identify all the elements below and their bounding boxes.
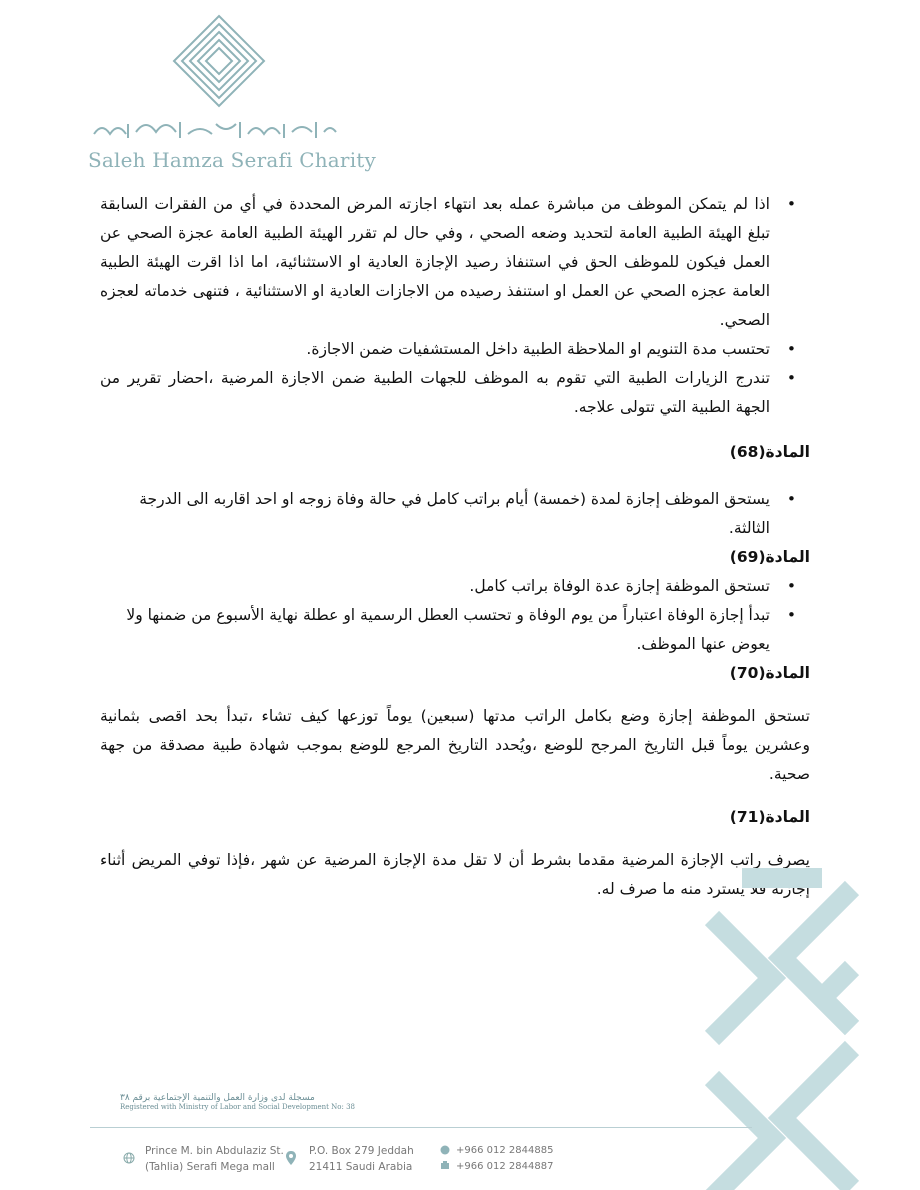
- pobox-line-2: 21411 Saudi Arabia: [309, 1161, 413, 1173]
- paragraph-hospitalization: • تحتسب مدة التنويم او الملاحظة الطبية داخل المستشفيات ضمن الاجازة.: [100, 335, 810, 364]
- phone-icon: [440, 1145, 450, 1155]
- footer-registration: [120, 1093, 355, 1111]
- logo-emblem-icon: [88, 0, 338, 149]
- address-line-1: Prince M. bin Abdulaziz St.: [145, 1145, 284, 1157]
- article-70-text: تستحق الموظفة إجازة وضع بكامل الراتب مدتها (سبعين) يوماً توزعها كيف تشاء ،تبدأ بحد اقصى بثمانية وعشرين يوماً قبل التاريخ المرجح للوضع ،ويُحدد التاريخ المرجع للوضع بموجب شهادة طبية مصدقة من جهة صحية.: [100, 707, 810, 783]
- article-69-heading: المادة(69): [729, 548, 810, 566]
- location-pin-icon: [285, 1150, 297, 1166]
- footer-phones: [456, 1143, 553, 1175]
- document-body: [100, 190, 810, 904]
- fax-number: +966 012 2844887: [456, 1161, 554, 1172]
- fax-icon: [440, 1160, 450, 1170]
- paragraph-medical-board: • اذا لم يتمكن الموظف من مباشرة عمله بعد انتهاء اجازته المرض المحددة في أي من الفقرات السابقة تبلغ الهيئة الطبية العامة لتحديد وضعه الصحي ، وفي حال لم تقرر الهيئة الطبية العامة عجزة الصحي عن العمل فيكون للموظف الحق في استنفاذ رصيد الإجازة العادية او الاستثنائية، اما اذا اقرت الهيئة الطبية العامة عجزه الصحي عن العمل او استنفذ رصيده من الاجازات العادية او الاستثنائية ، فتنهى خدماته لعجزه الصحي.: [100, 190, 810, 335]
- address-line-2: (Tahlia) Serafi Mega mall: [145, 1161, 275, 1173]
- footer-address: [145, 1143, 284, 1175]
- pobox-line-1: P.O. Box 279 Jeddah: [309, 1145, 414, 1157]
- geometric-decoration-icon: [712, 878, 852, 1190]
- logo-name-en: Saleh Hamza Serafi Charity: [88, 148, 377, 172]
- paragraph-medical-visits: • تندرج الزيارات الطبية التي تقوم به الموظف للجهات الطبية ضمن الاجازة المرضية ،احضار تقرير من الجهة الطبية التي تتولى علاجه.: [100, 364, 810, 422]
- article-70-heading: المادة(70): [729, 664, 810, 682]
- article-68-item: • يستحق الموظف إجازة لمدة (خمسة) أيام براتب كامل في حالة وفاة زوجه او احد اقاربه الى الدرجة الثالثة.: [100, 485, 810, 543]
- footer-divider: [90, 1127, 752, 1128]
- article-69-item-2: • تبدأ إجازة الوفاة اعتباراً من يوم الوفاة و تحتسب العطل الرسمية او عطلة نهاية الأسبوع من ضمنها ولا يعوض عنها الموظف.: [100, 601, 810, 659]
- footer-pobox: [309, 1143, 414, 1175]
- globe-icon: [123, 1152, 135, 1164]
- article-71-heading: المادة(71): [729, 808, 810, 826]
- article-69-item-1: • تستحق الموظفة إجازة عدة الوفاة براتب كامل.: [100, 572, 810, 601]
- registration-arabic: مسجلة لدى وزارة العمل والتنمية الإجتماعية برقم ٣٨: [120, 1093, 315, 1103]
- registration-english: Registered with Ministry of Labor and Social Development No: 38: [120, 1103, 355, 1111]
- article-68-heading: المادة(68): [729, 443, 810, 461]
- phone-number: +966 012 2844885: [456, 1145, 554, 1156]
- logo-calligraphy: مؤسسة صالح حمزة صيرفي الخيرية: [88, 0, 327, 18]
- article-71-text: يصرف راتب الإجازة المرضية مقدما بشرط أن لا تقل مدة الإجازة المرضية عن شهر ،فإذا توفي المريض أثناء إجازته فلا يسترد منه ما صرف له.: [100, 851, 810, 898]
- header-logo: [88, 0, 377, 184]
